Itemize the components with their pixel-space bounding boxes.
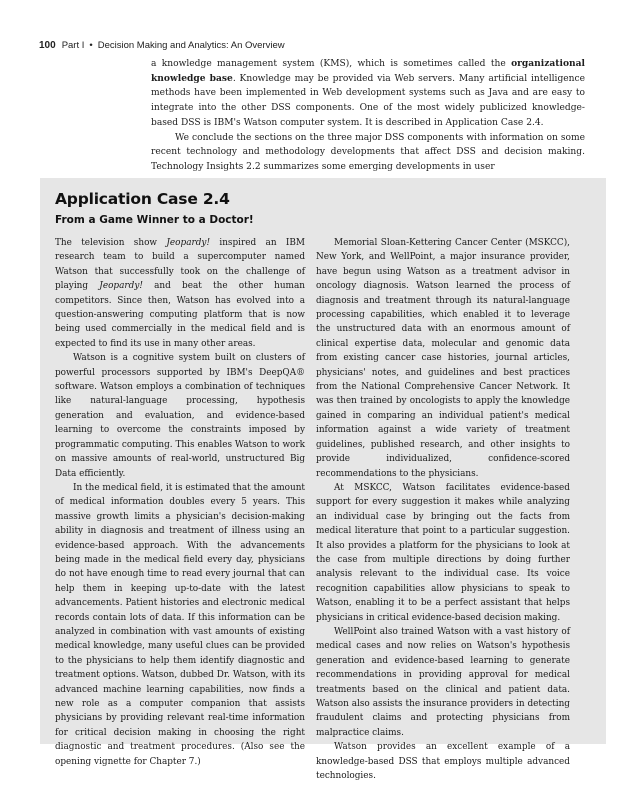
intro-p1-text: a knowledge management system (KMS), which is sometimes called the: [151, 59, 512, 69]
header-separator: •: [89, 40, 93, 51]
organizational-knowledge-base-term: organizational knowledge base: [151, 58, 585, 84]
intro-paragraph-1: [151, 57, 585, 131]
left-p1-text-end: and beat the other human competitors. Since then, Watson has evolved into a question-answering computing platform that is now being used commercially in the medical field and is expected to find its use in many other areas.: [55, 281, 305, 349]
show-name: Jeopardy!: [99, 281, 143, 292]
intro-p1-text-cont: . Knowledge may be provided via Web servers. Many artificial intelligence methods have been implemented in Web development systems such as Java and are easy to integrate into the other DSS components. One of the most widely publicized knowledge-based DSS is IBM's Watson computer system. It is described in Application Case 2.4.: [151, 73, 586, 128]
left-paragraph-1: [55, 236, 305, 351]
right-paragraph-1: Memorial Sloan-Kettering Cancer Center (MSKCC), New York, and WellPoint, a major insurance provider, have begun using Watson as a treatment advisor in oncology diagnosis. Watson learned the process of diagnosis and treatment through its natural-language processing capabilities, which enabled it to leverage the unstructured data with an enormous amount of clinical expertise data, molecular and genomic data from existing cancer case histories, journal articles, physicians' notes, and guidelines and best practices from the National Comprehensive Cancer Network. It was then trained by oncologists to apply the knowledge gained in comparing an individual patient's medical information against a wide variety of treatment guidelines, published research, and other insights to provide individualized, confidence-scored recommendations to the physicians.: [316, 238, 570, 479]
right-paragraph-2: At MSKCC, Watson facilitates evidence-based support for every suggestion it makes while analyzing an individual case by bringing out the facts from medical literature that point to a particular suggestion. It also provides a platform for the physicians to look at the case from multiple directions by doing further analysis relevant to the individual case. Its voice recognition capabilities allow physicians to speak to Watson, enabling it to be a perfect assistant that helps physicians in critical evidence-based decision making.: [316, 482, 570, 623]
intro-paragraph-2: We conclude the sections on the three major DSS components with information on some recent technology and methodology developments that affect DSS and decision making. Technology Insights 2.2 summarizes some emerging developments in user: [151, 132, 585, 172]
part-label: Part I: [61, 40, 85, 51]
left-paragraph-3: In the medical field, it is estimated that the amount of medical information doubles every 5 years. This massive growth limits a physician's decision-making ability in diagnosis and treatment of illness using an evidence-based approach. With the advancements being made in the medical field every day, physicians do not have enough time to read every journal that can help them in keeping up-to-date with the latest advancements. Patient histories and electronic medical records contain lots of data. If this information can be analyzed in combination with vast amounts of existing medical knowledge, many useful clues can be provided to the physicians to help them identify diagnostic and treatment options. Watson, dubbed Dr. Watson, with its advanced machine learning capabilities, now finds a new role as a computer companion that assists physicians by providing relevant real-time information for critical decision making in choosing the right diagnostic and treatment procedures. (Also see the opening vignette for Chapter 7.): [55, 482, 305, 767]
left-paragraph-2: Watson is a cognitive system built on clusters of powerful processors supported by IBM's DeepQA® software. Watson employs a combination of techniques like natural-language processing, hypothesis generation and evaluation, and evidence-based learning to overcome the constraints imposed by programmatic computing. This enables Watson to work on massive amounts of real-world, unstructured Big Data efficiently.: [55, 353, 305, 479]
section-title: Decision Making and Analytics: An Overview: [97, 40, 285, 51]
case-subtitle: From a Game Winner to a Doctor!: [55, 214, 254, 226]
left-p1-text-cont: inspired an IBM research team to build a supercomputer named Watson that successfully took on the challenge of playing: [55, 238, 305, 292]
case-title: Application Case 2.4: [55, 190, 230, 208]
page-number: 100: [39, 40, 56, 51]
right-paragraph-3: WellPoint also trained Watson with a vast history of medical cases and now relies on Watson's hypothesis generation and evidence-based learning to generate recommendations in providing approval for medical treatments based on the clinical and patient data. Watson also assists the insurance providers in detecting fraudulent claims and protecting physicians from malpractice claims.: [316, 626, 570, 738]
show-name: Jeopardy!: [166, 238, 211, 248]
intro-text: [151, 57, 585, 175]
left-p1-text: The television show: [55, 238, 167, 248]
running-header: [39, 40, 285, 51]
case-left-column: [55, 236, 305, 769]
right-paragraph-4: Watson provides an excellent example of a knowledge-based DSS that employs multiple advanced technologies.: [316, 742, 570, 782]
case-right-column: [316, 236, 570, 783]
